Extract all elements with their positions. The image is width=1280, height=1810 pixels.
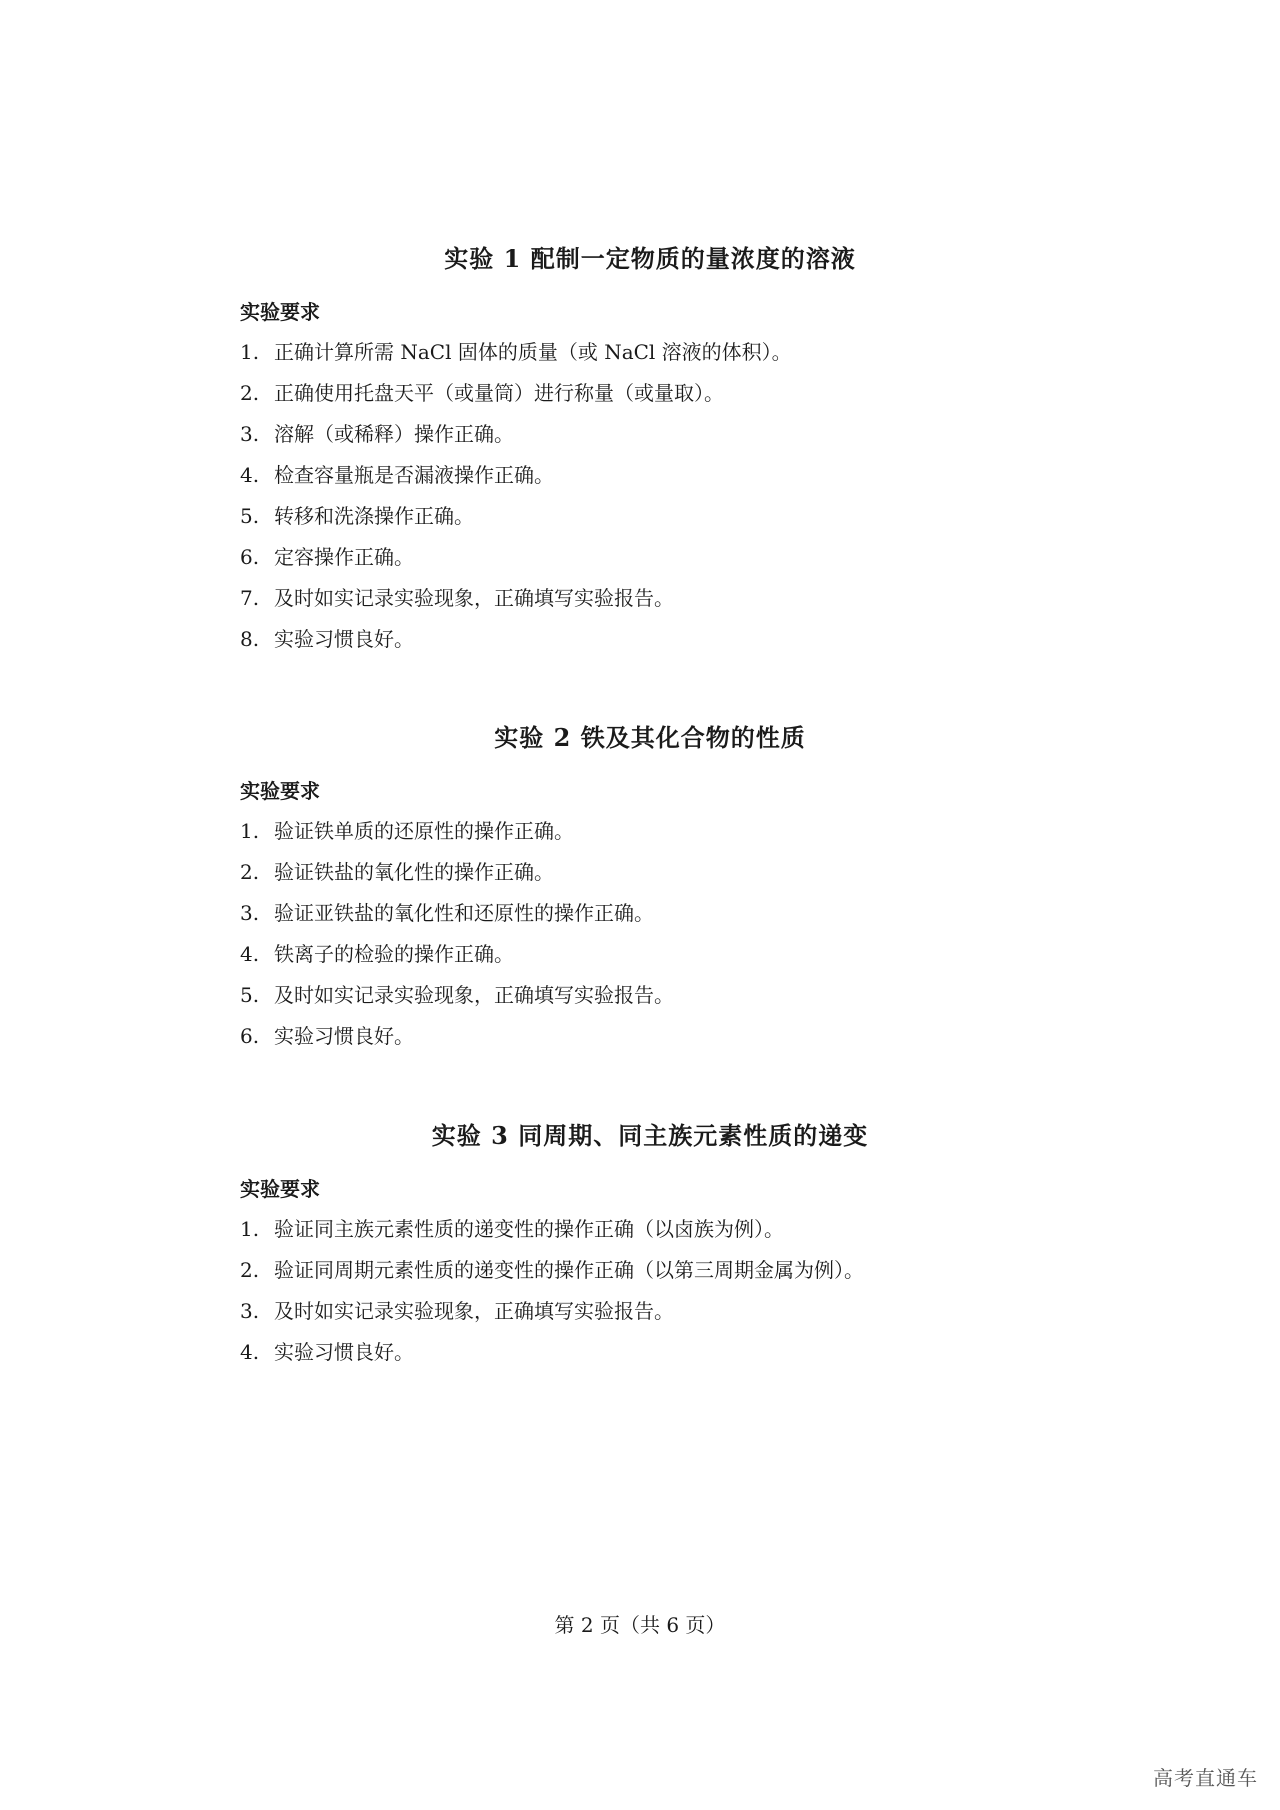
experiment-1-title: 实验 1 配制一定物质的量浓度的溶液	[444, 244, 856, 273]
item-text: 及时如实记录实验现象，正确填写实验报告。	[274, 586, 674, 610]
item-text: 转移和洗涤操作正确。	[274, 504, 474, 528]
item-number: 4.	[240, 942, 260, 966]
item-text: 验证同主族元素性质的递变性的操作正确（以卤族为例）。	[274, 1217, 784, 1241]
item-text: 验证铁盐的氧化性的操作正确。	[274, 860, 554, 884]
list-item	[240, 859, 1060, 900]
list-item	[240, 503, 1060, 544]
item-text: 及时如实记录实验现象，正确填写实验报告。	[274, 983, 674, 1007]
item-number: 2.	[240, 860, 260, 884]
item-text: 溶解（或稀释）操作正确。	[274, 422, 514, 446]
experiment-2-title: 实验 2 铁及其化合物的性质	[494, 723, 806, 752]
item-number: 1.	[240, 1217, 260, 1241]
item-number: 6.	[240, 1024, 260, 1048]
item-number: 2.	[240, 1258, 260, 1282]
item-number: 2.	[240, 381, 260, 405]
item-text: 正确使用托盘天平（或量筒）进行称量（或量取）。	[274, 381, 724, 405]
list-item	[240, 818, 1060, 859]
item-text: 验证同周期元素性质的递变性的操作正确（以第三周期金属为例）。	[274, 1258, 864, 1282]
item-number: 4.	[240, 463, 260, 487]
list-item	[240, 339, 1060, 380]
item-number: 5.	[240, 983, 260, 1007]
item-number: 3.	[240, 1299, 260, 1323]
list-item	[240, 1339, 1060, 1380]
item-text: 检查容量瓶是否漏液操作正确。	[274, 463, 554, 487]
experiment-2-requirements-list	[240, 818, 1060, 1064]
item-number: 4.	[240, 1340, 260, 1364]
item-number: 1.	[240, 819, 260, 843]
item-text: 铁离子的检验的操作正确。	[274, 942, 514, 966]
list-item	[240, 941, 1060, 982]
item-text: 验证亚铁盐的氧化性和还原性的操作正确。	[274, 901, 654, 925]
list-item	[240, 421, 1060, 462]
list-item	[240, 626, 1060, 667]
list-item	[240, 1216, 1060, 1257]
experiment-2-section	[240, 723, 1060, 1064]
item-text: 定容操作正确。	[274, 545, 414, 569]
experiment-3-requirements-heading: 实验要求	[240, 1177, 320, 1201]
item-number: 6.	[240, 545, 260, 569]
experiment-2-requirements-heading: 实验要求	[240, 779, 320, 803]
experiment-3-section	[240, 1121, 1060, 1380]
item-text: 正确计算所需 NaCl 固体的质量（或 NaCl 溶液的体积）。	[274, 340, 792, 364]
page-number: 第 2 页（共 6 页）	[554, 1613, 726, 1637]
list-item	[240, 585, 1060, 626]
list-item	[240, 1298, 1060, 1339]
list-item	[240, 900, 1060, 941]
list-item	[240, 1023, 1060, 1064]
item-number: 1.	[240, 340, 260, 364]
item-text: 及时如实记录实验现象，正确填写实验报告。	[274, 1299, 674, 1323]
experiment-3-requirements-list	[240, 1216, 1060, 1380]
item-number: 3.	[240, 422, 260, 446]
item-number: 7.	[240, 586, 260, 610]
item-number: 3.	[240, 901, 260, 925]
item-text: 实验习惯良好。	[274, 1340, 414, 1364]
item-text: 实验习惯良好。	[274, 627, 414, 651]
item-number: 8.	[240, 627, 260, 651]
item-text: 实验习惯良好。	[274, 1024, 414, 1048]
list-item	[240, 462, 1060, 503]
item-text: 验证铁单质的还原性的操作正确。	[274, 819, 574, 843]
item-number: 5.	[240, 504, 260, 528]
watermark: 高考直通车	[1153, 1766, 1258, 1790]
experiment-3-title: 实验 3 同周期、同主族元素性质的递变	[431, 1121, 869, 1150]
list-item	[240, 380, 1060, 421]
experiment-1-section	[240, 244, 1060, 667]
list-item	[240, 1257, 1060, 1298]
list-item	[240, 544, 1060, 585]
experiment-1-requirements-heading: 实验要求	[240, 300, 320, 324]
list-item	[240, 982, 1060, 1023]
experiment-1-requirements-list	[240, 339, 1060, 667]
